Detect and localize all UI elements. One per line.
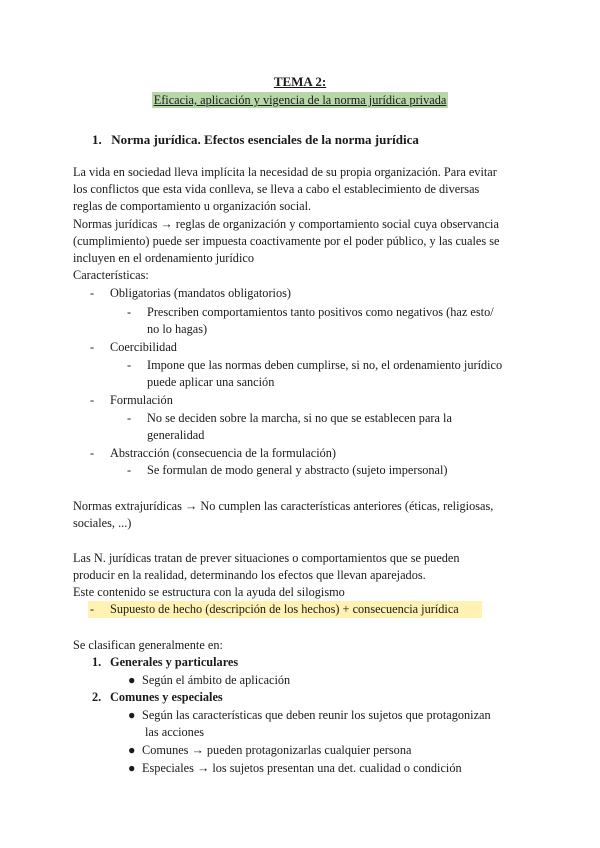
clasificacion-bullet (128, 760, 462, 777)
intro-line-3: reglas de comportamiento u organización social. (73, 199, 312, 213)
characteristic-item (90, 285, 291, 302)
characteristic-sub-item (127, 462, 448, 479)
dash-marker: - (127, 305, 132, 319)
clasificacion-heading-text: Comunes y especiales (110, 690, 223, 704)
intro-line-2: los conflictos que esta vida conlleva, se lleva a cabo el establecimiento de diversas (73, 182, 480, 196)
extrajuridicas-line-1: Normas extrajurídicas → No cumplen las características anteriores (éticas, religiosas, (73, 499, 494, 513)
dash-marker: - (127, 411, 132, 425)
definition-line-1: Normas jurídicas → reglas de organización y comportamiento social cuya observancia (73, 217, 499, 231)
silogismo-item (88, 601, 482, 618)
characteristic-item (90, 339, 177, 356)
characteristic-sub-text: Impone que las normas deben cumplirse, si no, el ordenamiento jurídico (147, 358, 503, 372)
clasificacion-heading (92, 654, 238, 671)
document-title: TEMA 2: (273, 74, 327, 89)
definition-line-2: (cumplimiento) puede ser impuesta coactivamente por el poder público, y las cuales se (73, 234, 500, 248)
prever-line-2: producir en la realidad, determinando los efectos que llevan aparejados. (73, 568, 426, 582)
characteristic-item (90, 392, 173, 409)
prever-line-1: Las N. jurídicas tratan de prever situaciones o comportamientos que se pueden (73, 551, 460, 565)
dash-marker: - (127, 358, 132, 372)
dash-marker: - (90, 286, 95, 300)
characteristic-sub-text-cont: generalidad (147, 428, 205, 442)
characteristic-sub-text: Prescriben comportamientos tanto positivos como negativos (haz esto/ (147, 305, 494, 319)
bullet-text: Según el ámbito de aplicación (142, 673, 291, 687)
bullet-text: Especiales → los sujetos presentan una det. cualidad o condición (142, 761, 462, 775)
characteristic-sub-text: No se deciden sobre la marcha, si no que se establecen para la (147, 411, 452, 425)
clasificacion-bullet (128, 707, 491, 724)
clasificacion-label: Se clasifican generalmente en: (73, 638, 223, 652)
characteristic-sub-item (127, 410, 452, 427)
intro-line-1: La vida en sociedad lleva implícita la necesidad de su propia organización. Para evitar (73, 165, 497, 179)
characteristics-label: Características: (73, 268, 149, 282)
characteristic-item (90, 445, 336, 462)
prever-line-3: Este contenido se estructura con la ayuda del silogismo (73, 585, 345, 599)
bullet-marker: ● (128, 673, 136, 687)
clasificacion-heading (92, 689, 223, 706)
section-number: 1. (92, 132, 102, 147)
characteristic-label: Coercibilidad (110, 340, 177, 354)
silogismo-text: Supuesto de hecho (descripción de los hechos) + consecuencia jurídica (110, 602, 459, 616)
section-heading (92, 131, 419, 148)
characteristic-sub-text-cont: puede aplicar una sanción (147, 375, 275, 389)
characteristic-label: Obligatorias (mandatos obligatorios) (110, 286, 292, 300)
characteristic-sub-text: Se formulan de modo general y abstracto (sujeto impersonal) (147, 463, 448, 477)
bullet-text: Según las características que deben reunir los sujetos que protagonizan (142, 708, 491, 722)
extrajuridicas-line-2: sociales, ...) (73, 516, 132, 530)
clasificacion-bullet (128, 672, 290, 689)
definition-line-3: incluyen en el ordenamiento jurídico (73, 251, 254, 265)
characteristic-sub-item (127, 357, 502, 374)
characteristic-label: Abstracción (consecuencia de la formulación) (110, 446, 337, 460)
characteristic-sub-item (127, 304, 494, 321)
dash-marker: - (90, 602, 95, 616)
bullet-text-cont: las acciones (145, 725, 205, 739)
section-heading-text: Norma jurídica. Efectos esenciales de la norma jurídica (111, 132, 419, 147)
document-subtitle: Eficacia, aplicación y vigencia de la norma jurídica privada (153, 93, 447, 107)
clasificacion-number: 1. (92, 655, 102, 669)
dash-marker: - (90, 446, 95, 460)
dash-marker: - (90, 393, 95, 407)
subtitle-row (0, 92, 600, 109)
bullet-text: Comunes → pueden protagonizarlas cualquier persona (142, 743, 412, 757)
clasificacion-heading-text: Generales y particulares (110, 655, 239, 669)
dash-marker: - (90, 340, 95, 354)
bullet-marker: ● (128, 743, 136, 757)
bullet-marker: ● (128, 708, 136, 722)
dash-marker: - (127, 463, 132, 477)
characteristic-sub-text-cont: no lo hagas) (147, 322, 208, 336)
clasificacion-number: 2. (92, 690, 102, 704)
clasificacion-bullet (128, 742, 411, 759)
bullet-marker: ● (128, 761, 136, 775)
characteristic-label: Formulación (110, 393, 173, 407)
